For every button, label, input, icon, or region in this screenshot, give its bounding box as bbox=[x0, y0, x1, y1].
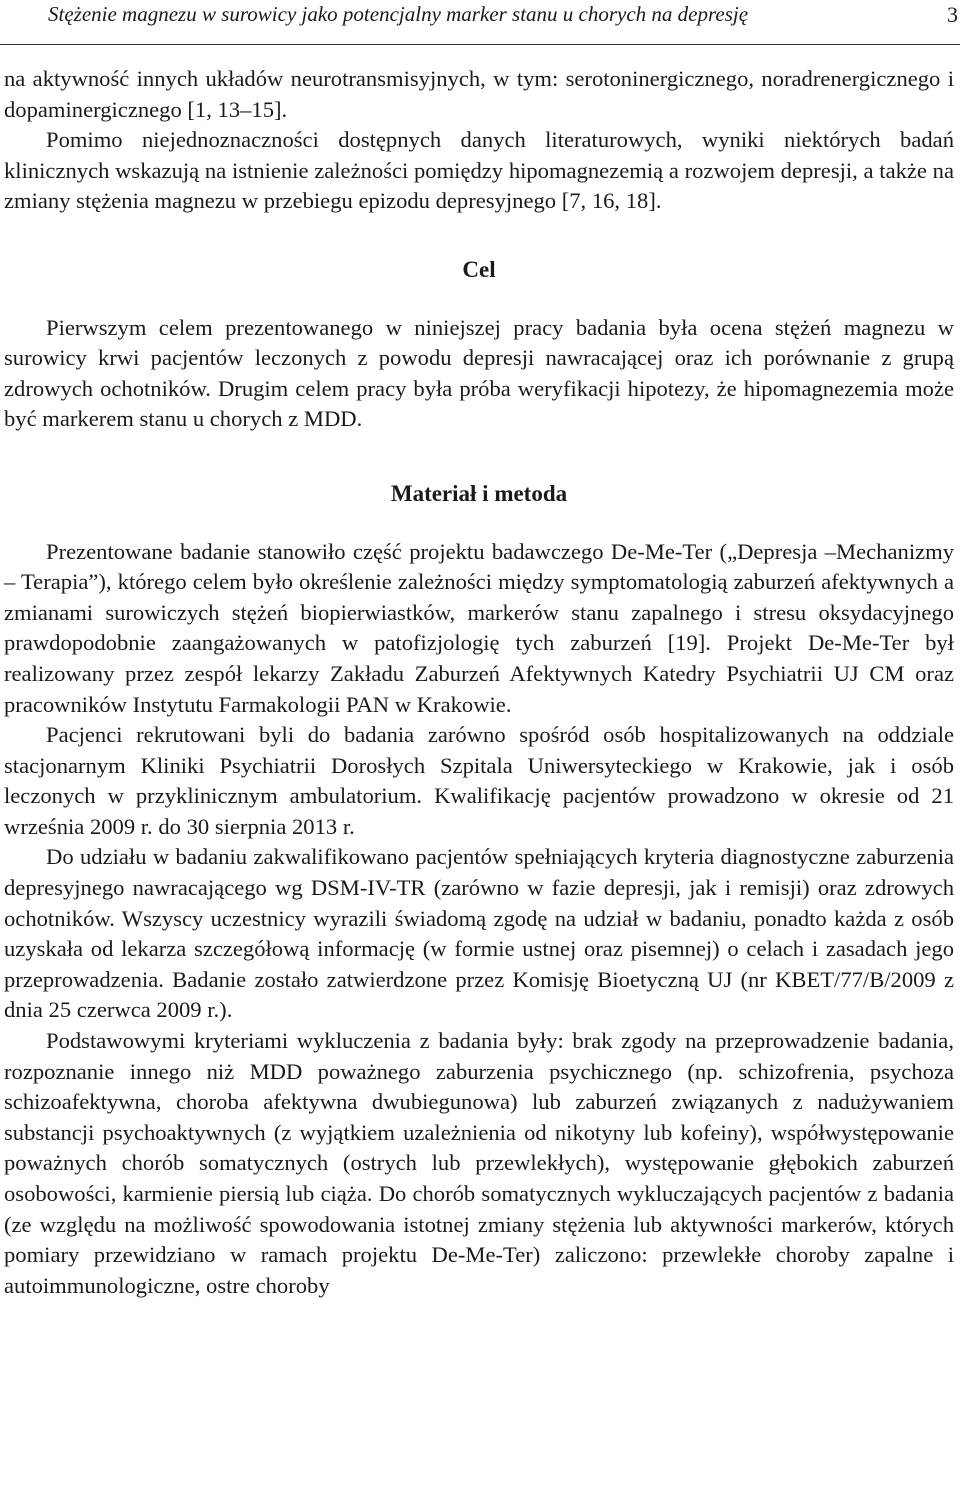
section-heading-cel: Cel bbox=[462, 256, 496, 282]
article-body bbox=[4, 64, 954, 1301]
section-heading-material-i-metoda: Materiał i metoda bbox=[390, 480, 568, 506]
running-header bbox=[0, 0, 960, 45]
paragraph-recruitment: Pacjenci rekrutowani byli do badania zarówno spośród osób hospitalizowanych na oddziale stacjonarnym Kliniki Psychiatrii Dorosłych Szpitala Uniwersyteckiego w Krakowie, jak i osób leczonych w przyklinicznym ambulatorium. Kwalifikację pacjentów prowadzono w okresie od 21 września 2009 r. do 30 sierpnia 2013 r. bbox=[4, 722, 954, 839]
paragraph-continuation: na aktywność innych układów neurotransmisyjnych, w tym: serotoninergicznego, noradrenergicznego i dopaminergicznego [1, 13–15]. bbox=[4, 66, 954, 122]
running-title: Stężenie magnezu w surowicy jako potencjalny marker stanu u chorych na depresję bbox=[48, 2, 749, 26]
paragraph-project: Prezentowane badanie stanowiło część projektu badawczego De-Me-Ter („Depresja –Mechanizmy – Terapia”), którego celem było określenie zależności między symptomatologią zaburzeń afektywnych a zmianami surowiczych stężeń biopierwiastków, markerów stanu zapalnego i stresu oksydacyjnego prawdopodobnie zaangażowanych w patofizjologię tych zaburzeń [19]. Projekt De-Me-Ter był realizowany przez zespół lekarzy Zakładu Zaburzeń Afektywnych Katedry Psychiatrii UJ CM oraz pracowników Instytutu Farmakologii PAN w Krakowie. bbox=[4, 538, 954, 717]
paragraph-inclusion: Do udziału w badaniu zakwalifikowano pacjentów spełniających kryteria diagnostyczne zaburzenia depresyjnego nawracającego wg DSM-IV-TR (zarówno w fazie depresji, jak i remisji) oraz zdrowych ochotników. Wszyscy uczestnicy wyrazili świadomą zgodę na udział w badaniu, ponadto każda z osób uzyskała od lekarza szczegółową informację (w formie ustnej oraz pisemnej) o celach i zasadach jego przeprowadzenia. Badanie zostało zatwierdzone przez Komisję Bioetyczną UJ (nr KBET/77/B/2009 z dnia 25 czerwca 2009 r.). bbox=[4, 844, 954, 1023]
page-number: 3 bbox=[947, 2, 958, 27]
paragraph-literature: Pomimo niejednoznaczności dostępnych danych literaturowych, wyniki niektórych badań klinicznych wskazują na istnienie zależności pomiędzy hipomagnezemią a rozwojem depresji, a także na zmiany stężenia magnezu w przebiegu epizodu depresyjnego [7, 16, 18]. bbox=[4, 127, 954, 214]
paragraph-exclusion: Podstawowymi kryteriami wykluczenia z badania były: brak zgody na przeprowadzenie badania, rozpoznanie innego niż MDD poważnego zaburzenia psychicznego (np. schizofrenia, psychoza schizoafektywna, choroba afektywna dwubiegunowa) lub zaburzeń związanych z nadużywaniem substancji psychoaktywnych (z wyjątkiem uzależnienia od nikotyny lub kofeiny), współwystępowanie poważnych chorób somatycznych (ostrych lub przewlekłych), występowanie głębokich zaburzeń osobowości, karmienie piersią lub ciąża. Do chorób somatycznych wykluczających pacjentów z badania (ze względu na możliwość spowodowania istotnej zmiany stężenia lub aktywności markerów, których pomiary przewidziano w ramach projektu De-Me-Ter) zaliczono: przewlekłe choroby zapalne i autoimmunologiczne, ostre choroby bbox=[4, 1028, 954, 1298]
paragraph-aim: Pierwszym celem prezentowanego w niniejszej pracy badania była ocena stężeń magnezu w surowicy krwi pacjentów leczonych z powodu depresji nawracającej oraz ich porównanie z grupą zdrowych ochotników. Drugim celem pracy była próba weryfikacji hipotezy, że hipomagnezemia może być markerem stanu u chorych z MDD. bbox=[4, 314, 954, 432]
